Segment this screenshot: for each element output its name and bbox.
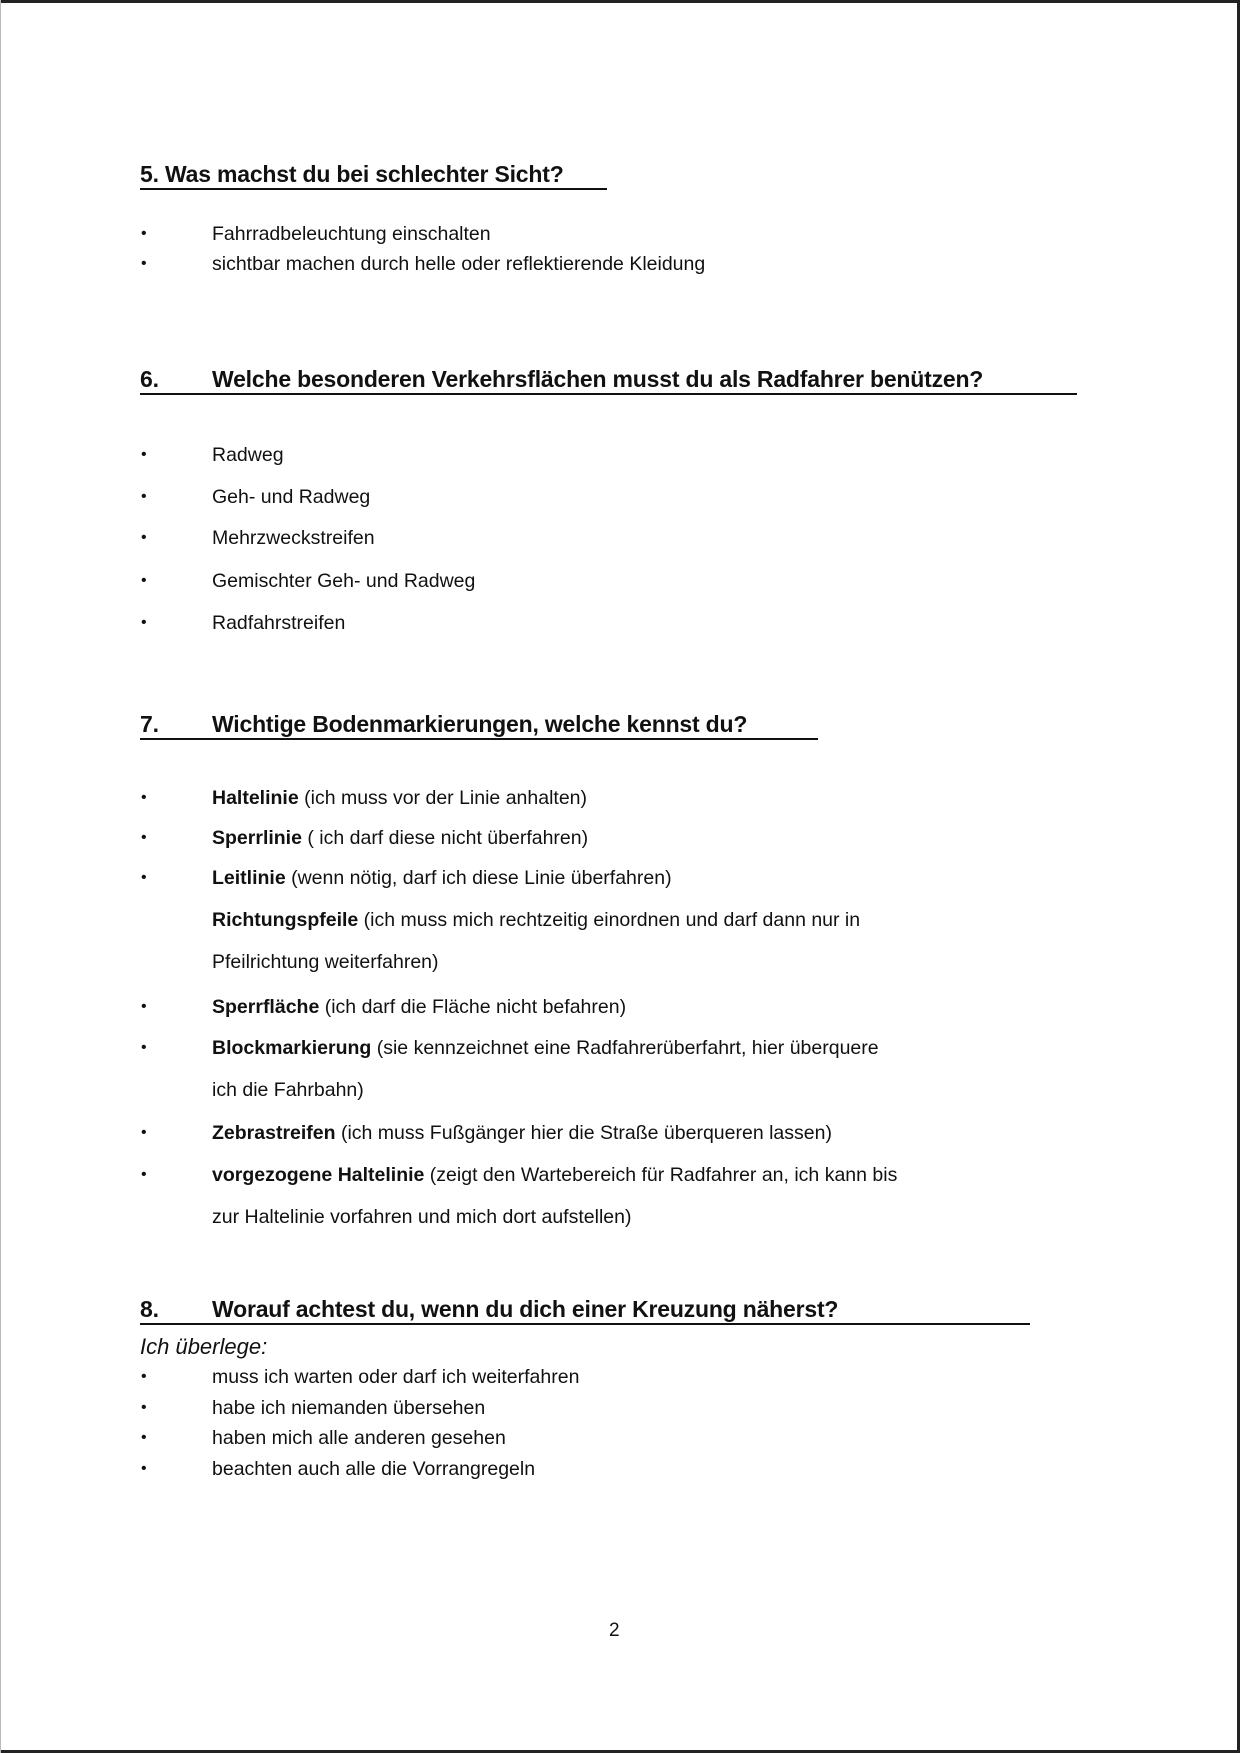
list-item (212, 786, 587, 810)
term: Blockmarkierung (212, 1037, 372, 1059)
bullet-icon: • (141, 572, 147, 589)
list-item: Radfahrstreifen (212, 612, 346, 634)
bullet-icon: • (141, 1399, 147, 1416)
section-6-heading (140, 365, 1077, 395)
term: Zebrastreifen (212, 1122, 336, 1144)
description: ( ich darf diese nicht überfahren) (301, 827, 589, 849)
bullet-icon: • (141, 1124, 147, 1141)
section-number: 8. (140, 1296, 159, 1322)
list-item (212, 866, 672, 890)
intro-text: Ich überlege: (140, 1334, 268, 1359)
bullet-icon: • (141, 1039, 147, 1056)
list-item (212, 908, 860, 932)
scan-border-left (0, 0, 1, 1753)
term: Leitlinie (212, 867, 286, 889)
list-item (212, 1121, 832, 1145)
list-item: Gemischter Geh- und Radweg (212, 570, 476, 592)
bullet-icon: • (141, 1429, 147, 1446)
bullet-icon: • (141, 529, 147, 546)
section-5-heading: 5. Was machst du bei schlechter Sicht? (140, 160, 607, 190)
bullet-icon: • (141, 488, 147, 505)
bullet-icon: • (141, 869, 147, 886)
description: (ich muss vor der Linie anhalten) (298, 787, 588, 809)
term: Sperrlinie (212, 827, 302, 849)
list-item: Geh- und Radweg (212, 486, 371, 508)
section-title: Worauf achtest du, wenn du dich einer Kreuzung näherst? (212, 1296, 839, 1322)
bullet-icon: • (141, 1166, 147, 1183)
bullet-icon: • (141, 225, 147, 242)
term: Sperrfläche (212, 996, 320, 1018)
bullet-icon: • (141, 1460, 147, 1477)
description: (ich muss Fußgänger hier die Straße überqueren lassen) (335, 1122, 832, 1144)
description: (zeigt den Wartebereich für Radfahrer an, ich kann bis (424, 1164, 898, 1186)
list-item-continuation: zur Haltelinie vorfahren und mich dort aufstellen) (212, 1206, 632, 1228)
section-title: Welche besonderen Verkehrsflächen musst du als Radfahrer benützen? (212, 366, 984, 392)
scan-border-top (0, 0, 1240, 3)
section-title: Wichtige Bodenmarkierungen, welche kennst du? (212, 711, 748, 737)
page-number: 2 (609, 1620, 620, 1641)
list-item-continuation: Pfeilrichtung weiterfahren) (212, 951, 439, 973)
bullet-icon: • (141, 614, 147, 631)
description: (sie kennzeichnet eine Radfahrerüberfahrt, hier überquere (371, 1037, 879, 1059)
bullet-icon: • (141, 255, 147, 272)
bullet-icon: • (141, 829, 147, 846)
description: (ich muss mich rechtzeitig einordnen und darf dann nur in (358, 909, 861, 931)
list-item (212, 826, 588, 850)
list-item (212, 1036, 879, 1060)
list-item (212, 1163, 897, 1187)
section-7-heading (140, 710, 818, 740)
list-item-continuation: ich die Fahrbahn) (212, 1079, 364, 1101)
term: vorgezogene Haltelinie (212, 1164, 425, 1186)
term: Richtungspfeile (212, 909, 359, 931)
description: (ich darf die Fläche nicht befahren) (319, 996, 627, 1018)
description: (wenn nötig, darf ich diese Linie überfahren) (285, 867, 672, 889)
list-item: Mehrzweckstreifen (212, 527, 375, 549)
bullet-icon: • (141, 789, 147, 806)
bullet-icon: • (141, 1368, 147, 1385)
list-item: Radweg (212, 444, 284, 466)
bullet-icon: • (141, 998, 147, 1015)
section-8-heading (140, 1295, 1030, 1325)
section-number: 6. (140, 366, 159, 392)
list-item: sichtbar machen durch helle oder reflektierende Kleidung (212, 253, 706, 275)
list-item: muss ich warten oder darf ich weiterfahren (212, 1366, 580, 1388)
list-item: Fahrradbeleuchtung einschalten (212, 223, 491, 245)
bullet-icon: • (141, 446, 147, 463)
list-item: beachten auch alle die Vorrangregeln (212, 1458, 536, 1480)
term: Haltelinie (212, 787, 299, 809)
list-item: haben mich alle anderen gesehen (212, 1427, 506, 1449)
section-number: 7. (140, 711, 159, 737)
list-item (212, 995, 626, 1019)
list-item: habe ich niemanden übersehen (212, 1397, 486, 1419)
